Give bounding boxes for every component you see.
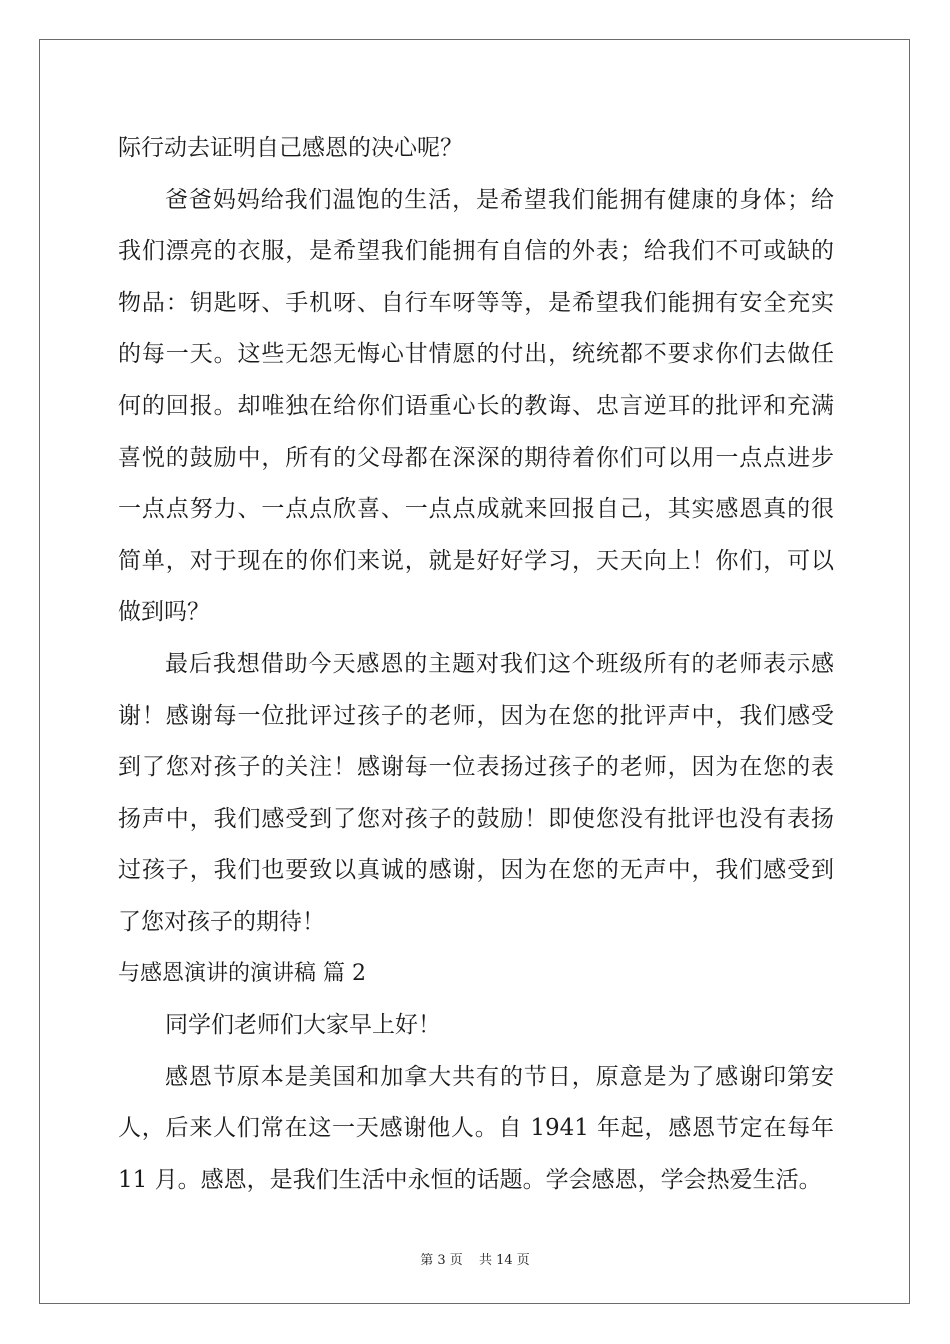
- text-line: 物品：钥匙呀、手机呀、自行车呀等等，是希望我们能拥有安全充实: [118, 289, 834, 316]
- text-line: 我们漂亮的衣服，是希望我们能拥有自信的外表；给我们不可或缺的: [118, 238, 834, 265]
- text-line: 爸爸妈妈给我们温饱的生活，是希望我们能拥有健康的身体；给: [165, 186, 834, 213]
- text-line: 11 月。感恩，是我们生活中永恒的话题。学会感恩，学会热爱生活。: [118, 1166, 822, 1193]
- text-line: 了您对孩子的期待！: [118, 908, 325, 935]
- text-line: 简单，对于现在的你们来说，就是好好学习，天天向上！你们，可以: [118, 547, 834, 574]
- text-line: 感恩节原本是美国和加拿大共有的节日，原意是为了感谢印第安: [165, 1063, 834, 1090]
- text-line: 际行动去证明自己感恩的决心呢？: [118, 135, 463, 161]
- current-page-number: 第 3 页: [420, 1253, 463, 1268]
- text-line: 一点点努力、一点点欣喜、一点点成就来回报自己，其实感恩真的很: [118, 496, 834, 523]
- text-line: 谢！感谢每一位批评过孩子的老师，因为在您的批评声中，我们感受: [118, 702, 834, 729]
- document-body: [118, 127, 834, 1210]
- text-line: 何的回报。却唯独在给你们语重心长的教诲、忠言逆耳的批评和充满: [118, 392, 834, 419]
- text-line: 人，后来人们常在这一天感谢他人。自 1941 年起，感恩节定在每年: [118, 1115, 834, 1142]
- text-line: 最后我想借助今天感恩的主题对我们这个班级所有的老师表示感: [165, 650, 834, 677]
- greeting-line: 同学们老师们大家早上好！: [165, 1012, 441, 1039]
- text-line: 做到吗？: [118, 599, 210, 626]
- text-line: 的每一天。这些无怨无悔心甘情愿的付出，统统都不要求你们去做任: [118, 341, 834, 368]
- text-line: 喜悦的鼓励中，所有的父母都在深深的期待着你们可以用一点点进步: [118, 444, 834, 471]
- page-footer: [0, 1249, 950, 1268]
- section-heading: 与感恩演讲的演讲稿 篇 2: [118, 960, 366, 986]
- total-page-count: 共 14 页: [478, 1253, 530, 1268]
- text-line: 过孩子，我们也要致以真诚的感谢，因为在您的无声中，我们感受到: [118, 857, 834, 884]
- text-line: 扬声中，我们感受到了您对孩子的鼓励！即使您没有批评也没有表扬: [118, 805, 834, 832]
- text-line: 到了您对孩子的关注！感谢每一位表扬过孩子的老师，因为在您的表: [118, 754, 834, 781]
